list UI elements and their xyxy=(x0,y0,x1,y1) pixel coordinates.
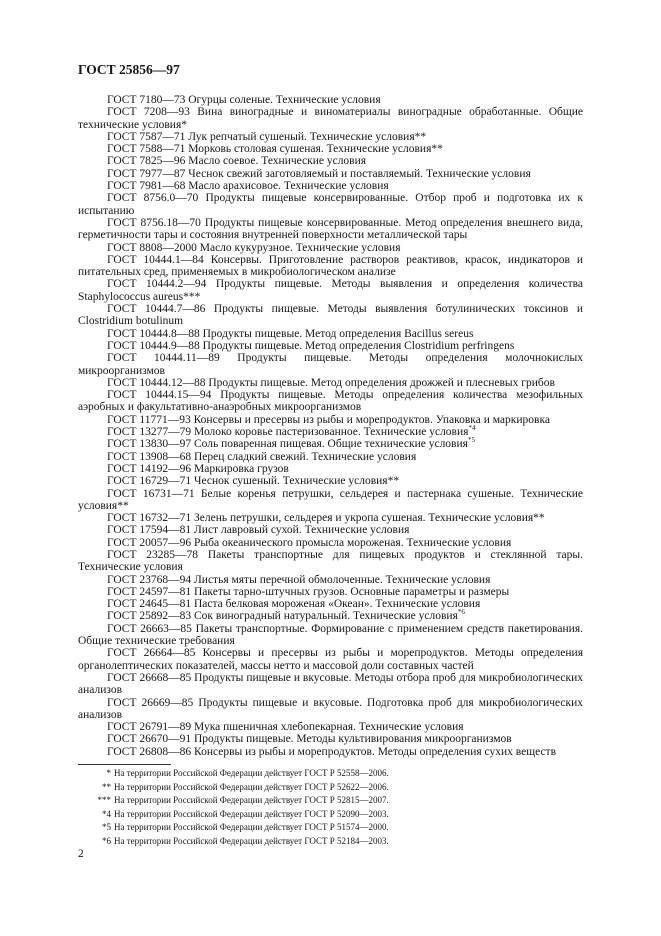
reference-text: ГОСТ 13830—97 Соль поваренная пищевая. Общие технические условия xyxy=(107,438,468,451)
reference-item xyxy=(78,340,583,352)
reference-item xyxy=(78,721,583,733)
reference-text: ГОСТ 7981—68 Масло арахисовое. Технические условия xyxy=(107,180,389,193)
reference-text: ГОСТ 7588—71 Морковь столовая сушеная. Технические условия** xyxy=(107,143,443,156)
footnote-item xyxy=(78,781,583,795)
footnote-mark: *4 xyxy=(468,424,476,433)
reference-text: ГОСТ 10444.11—89 Продукты пищевые. Методы определения молочнокислых микроорганизмов xyxy=(78,352,583,377)
reference-item xyxy=(78,217,583,242)
reference-item xyxy=(78,168,583,180)
reference-text: ГОСТ 17594—81 Лист лавровый сухой. Технические условия xyxy=(107,524,410,537)
reference-item xyxy=(78,414,583,426)
reference-item xyxy=(78,610,583,622)
reference-text: ГОСТ 24597—81 Пакеты тарно-штучных грузов. Основные параметры и размеры xyxy=(107,585,510,598)
reference-text: ГОСТ 10444.15—94 Продукты пищевые. Методы определения количества мезофильных аэробных и факультативно-анаэробных микроорганизмов xyxy=(78,389,583,414)
reference-item xyxy=(78,623,583,648)
reference-text: ГОСТ 7587—71 Лук репчатый сушеный. Технические условия** xyxy=(107,130,427,143)
reference-item xyxy=(78,598,583,610)
reference-item xyxy=(78,524,583,536)
reference-text: ГОСТ 26808—86 Консервы из рыбы и морепродуктов. Методы определения сухих веществ xyxy=(107,745,557,758)
reference-text: ГОСТ 7180—73 Огурцы соленые. Технические условия xyxy=(107,94,381,106)
reference-text: ГОСТ 16731—71 Белые коренья петрушки, сельдерея и пастернака сушеные. Технические условия** xyxy=(78,487,583,512)
reference-item xyxy=(78,389,583,414)
reference-text: ГОСТ 26669—85 Продукты пищевые и вкусовые. Подготовка проб для микробиологических анализов xyxy=(78,696,583,721)
footnote-item xyxy=(78,821,583,835)
footnote-text: На территории Российской Федерации действует ГОСТ Р 52184—2003. xyxy=(114,835,389,846)
reference-text: ГОСТ 11771—93 Консервы и пресервы из рыбы и морепродуктов. Упаковка и маркировка xyxy=(107,413,550,426)
reference-text: ГОСТ 7977—87 Чеснок свежий заготовляемый и поставляемый. Технические условия xyxy=(107,167,531,180)
reference-text: ГОСТ 26670—91 Продукты пищевые. Методы культивирования микроорганизмов xyxy=(107,733,512,746)
reference-text: ГОСТ 20057—96 Рыба океанического промысла мороженая. Технические условия xyxy=(107,536,512,549)
normative-references-list xyxy=(78,94,583,758)
footnote-text: На территории Российской Федерации действует ГОСТ Р 52090—2003. xyxy=(114,808,389,819)
reference-item xyxy=(78,512,583,524)
reference-item xyxy=(78,242,583,254)
reference-text: ГОСТ 26664—85 Консервы и пресервы из рыбы и морепродуктов. Методы определения органолептических показателей, массы нетто и массовой доли составных частей xyxy=(78,647,583,672)
reference-item xyxy=(78,697,583,722)
reference-text: ГОСТ 13277—79 Молоко коровье пастеризованное. Технические условия xyxy=(107,426,469,439)
reference-item xyxy=(78,647,583,672)
footnote-text: На территории Российской Федерации действует ГОСТ Р 52558—2006. xyxy=(114,768,389,778)
reference-text: ГОСТ 23285—78 Пакеты транспортные для пищевых продуктов и стеклянной тары. Технические условия xyxy=(78,548,583,574)
reference-text: ГОСТ 10444.12—88 Продукты пищевые. Метод определения дрожжей и плесневых грибов xyxy=(107,376,555,389)
footnote-item xyxy=(78,794,583,808)
reference-text: ГОСТ 10444.2—94 Продукты пищевые. Методы выявления и определения количества Staphylococcus aureus*** xyxy=(78,278,583,303)
reference-item xyxy=(78,328,583,340)
footnote-mark: *5 xyxy=(467,436,475,445)
reference-item xyxy=(78,143,583,155)
reference-item xyxy=(78,131,583,143)
footnote-text: На территории Российской Федерации действует ГОСТ Р 52815—2007. xyxy=(114,795,389,805)
reference-item xyxy=(78,574,583,586)
reference-item xyxy=(78,438,583,450)
reference-item xyxy=(78,278,583,303)
reference-text: ГОСТ 25892—83 Сок виноградный натуральный. Технические условия xyxy=(107,610,458,623)
reference-item xyxy=(78,426,583,438)
reference-item xyxy=(78,746,583,758)
footnotes xyxy=(78,767,583,848)
reference-text: ГОСТ 14192—96 Маркировка грузов xyxy=(107,462,289,475)
reference-item xyxy=(78,377,583,389)
reference-text: ГОСТ 10444.7—86 Продукты пищевые. Методы выявления ботулинических токсинов и Clostridium botulinum xyxy=(78,303,583,328)
reference-item xyxy=(78,106,583,131)
footnote-marker: *4 xyxy=(102,808,111,819)
footnote-text: На территории Российской Федерации действует ГОСТ Р 51574—2000. xyxy=(114,822,389,832)
footnote-item xyxy=(78,835,583,849)
reference-text: ГОСТ 13908—68 Перец сладкий свежий. Технические условия xyxy=(107,450,417,463)
reference-text: ГОСТ 24645—81 Паста белковая мороженая «Океан». Технические условия xyxy=(107,598,481,611)
footnote-marker: * xyxy=(106,768,111,778)
reference-item xyxy=(78,537,583,549)
reference-text: ГОСТ 16732—71 Зелень петрушки, сельдерея и укропа сушеная. Технические условия** xyxy=(107,512,545,525)
reference-text: ГОСТ 8756.18—70 Продукты пищевые консервированные. Метод определения внешнего вида, герметичности тары и состояния внутренней поверхности металлической тары xyxy=(78,216,583,242)
reference-item xyxy=(78,672,583,697)
footnote-item xyxy=(78,808,583,822)
reference-text: ГОСТ 8756.0—70 Продукты пищевые консервированные. Отбор проб и подготовка их к испытанию xyxy=(78,192,583,217)
footnote-marker: *5 xyxy=(102,822,111,832)
footnote-mark: *6 xyxy=(457,608,465,617)
reference-item xyxy=(78,180,583,192)
reference-item xyxy=(78,192,583,217)
footnote-marker: *6 xyxy=(102,835,111,846)
reference-item xyxy=(78,733,583,745)
reference-text: ГОСТ 8808—2000 Масло кукурузное. Технические условия xyxy=(107,241,401,254)
reference-item xyxy=(78,94,583,106)
reference-text: ГОСТ 7825—96 Масло соевое. Технические условия xyxy=(107,155,367,168)
reference-text: ГОСТ 16729—71 Чеснок сушеный. Технические условия** xyxy=(107,475,400,488)
document-header: ГОСТ 25856—97 xyxy=(78,62,180,77)
footnote-text: На территории Российской Федерации действует ГОСТ Р 52622—2006. xyxy=(114,781,389,792)
reference-text: ГОСТ 10444.1—84 Консервы. Приготовление растворов реактивов, красок, индикаторов и питательных сред, применяемых в микробиологическом анализе xyxy=(78,253,583,279)
footnote-marker: ** xyxy=(102,781,111,792)
footnote-marker: *** xyxy=(97,795,111,805)
reference-text: ГОСТ 26668—85 Продукты пищевые и вкусовые. Методы отбора проб для микробиологических анализов xyxy=(78,671,583,697)
reference-item xyxy=(78,488,583,513)
reference-item xyxy=(78,352,583,377)
page-number: 2 xyxy=(78,848,84,860)
reference-item xyxy=(78,475,583,487)
reference-text: ГОСТ 10444.9—88 Продукты пищевые. Метод определения Clostridium perfringens xyxy=(107,339,515,352)
reference-text: ГОСТ 26791—89 Мука пшеничная хлебопекарная. Технические условия xyxy=(107,721,464,734)
reference-item xyxy=(78,303,583,328)
reference-text: ГОСТ 26663—85 Пакеты транспортные. Формирование с применением средств пакетирования. Общие технические требования xyxy=(78,622,583,648)
reference-item xyxy=(78,586,583,598)
footnote-divider xyxy=(78,764,171,765)
reference-item xyxy=(78,463,583,475)
reference-item xyxy=(78,451,583,463)
reference-text: ГОСТ 7208—93 Вина виноградные и виноматериалы виноградные обработанные. Общие технические условия* xyxy=(78,106,583,131)
reference-item xyxy=(78,549,583,574)
reference-item xyxy=(78,155,583,167)
reference-text: ГОСТ 23768—94 Листья мяты перечной обмолоченные. Технические условия xyxy=(107,573,491,586)
reference-text: ГОСТ 10444.8—88 Продукты пищевые. Метод определения Bacillus sereus xyxy=(107,327,474,340)
reference-item xyxy=(78,254,583,279)
footnote-item xyxy=(78,767,583,781)
